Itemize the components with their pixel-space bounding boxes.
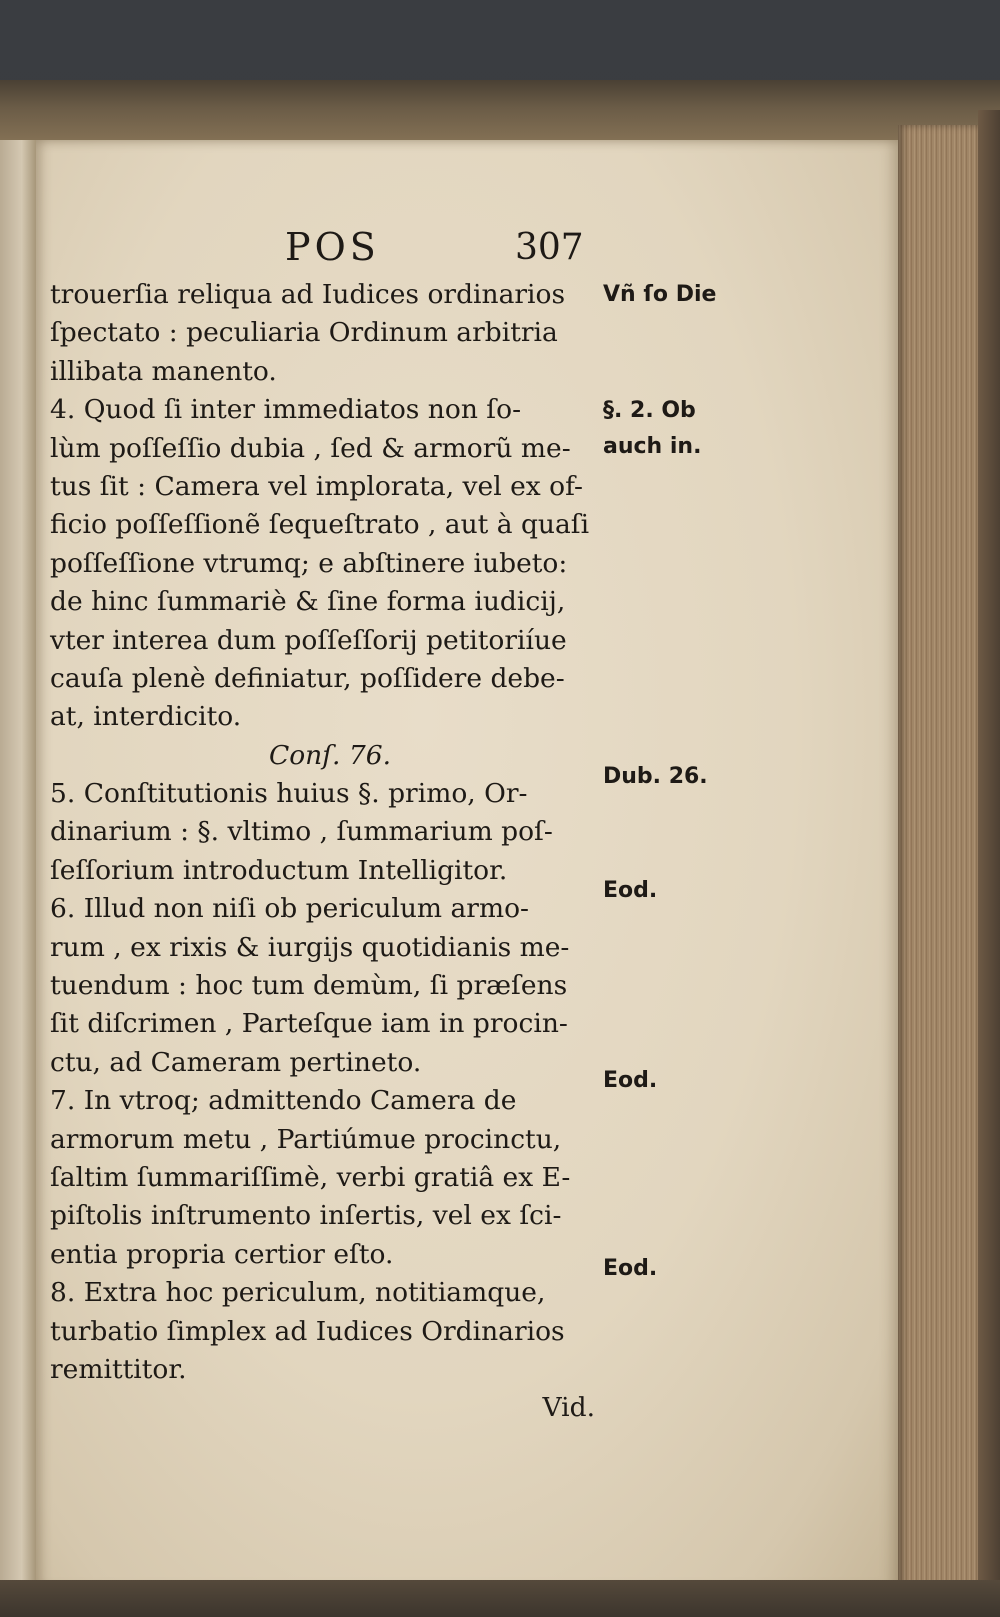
text-line: 5. Conſtitutionis huius §. primo, Or- [50,778,528,810]
text-line: dinarium : §. vltimo , ſummarium poſ- [50,816,553,848]
facing-page-edge [0,140,36,1590]
margin-note: Eod. [603,878,658,903]
text-line: lùm poſſeſſio dubia , ſed & armorũ me- [50,432,571,464]
margin-note: Eod. [603,1068,658,1093]
text-line: ficio poſſeſſionẽ ſequeſtrato , aut à quaſi [50,509,590,541]
text-line: tus ſit : Camera vel implorata, vel ex of- [50,470,583,502]
text-line: entia propria certior eſto. [50,1238,394,1270]
text-line: piſtolis inſtrumento inſertis, vel ex ſci- [50,1200,562,1232]
body-text [50,276,610,1428]
text-line: de hinc ſummariè & ſine forma iudicij, [50,586,566,618]
margin-note: Eod. [603,1256,658,1281]
text-line: at, interdicito. [50,701,242,733]
section-reference: Conſ. 76. [268,739,392,771]
text-line: remittitor. [50,1353,187,1385]
text-line: armorum metu , Partiúmue procinctu, [50,1123,562,1155]
page-number: 307 [515,227,584,268]
text-line: ſaltim ſummariſſimè, verbi gratiâ ex E- [50,1161,571,1193]
text-line: 4. Quod ſi inter immediatos non ſo- [50,394,522,426]
text-line: trouerſia reliqua ad Iudices ordinarios [50,279,566,310]
margin-note: §. 2. Ob [603,398,696,423]
text-line: ſeſſorium introductum Intelligitor. [50,854,508,886]
text-line: 8. Extra hoc periculum, notitiamque, [50,1277,546,1309]
text-line: cauſa plenè definiatur, poſſidere debe- [50,662,565,694]
page-block [898,125,978,1590]
text-line: poſſeſſione vtrumq; e abſtinere iubeto: [50,547,568,579]
book-board-edge [978,110,1000,1600]
text-line: ctu, ad Cameram pertineto. [50,1046,422,1078]
catchword: Vid. [542,1392,595,1424]
margin-note: Vñ ſo Die [603,282,717,307]
text-line: tuendum : hoc tum demùm, ſi præſens [50,970,568,1002]
text-line: illibata manento. [50,355,277,387]
text-line: ſpectato : peculiaria Ordinum arbitria [50,317,558,349]
text-line: turbatio ſimplex ad Iudices Ordinarios [50,1315,565,1347]
margin-note: auch in. [603,434,702,459]
text-line: 7. In vtroq; admittendo Camera de [50,1085,517,1117]
text-line: rum , ex rixis & iurgijs quotidianis me- [50,931,570,963]
book-cover-bottom [0,1580,1000,1617]
running-head: POS [285,225,380,269]
text-line: 6. Illud non niſi ob periculum armo- [50,893,529,925]
margin-note: Dub. 26. [603,764,708,789]
text-line: vter interea dum poſſeſſorij petitoriíue [50,624,567,656]
text-line: ſit diſcrimen , Parteſque iam in procin- [50,1008,568,1040]
